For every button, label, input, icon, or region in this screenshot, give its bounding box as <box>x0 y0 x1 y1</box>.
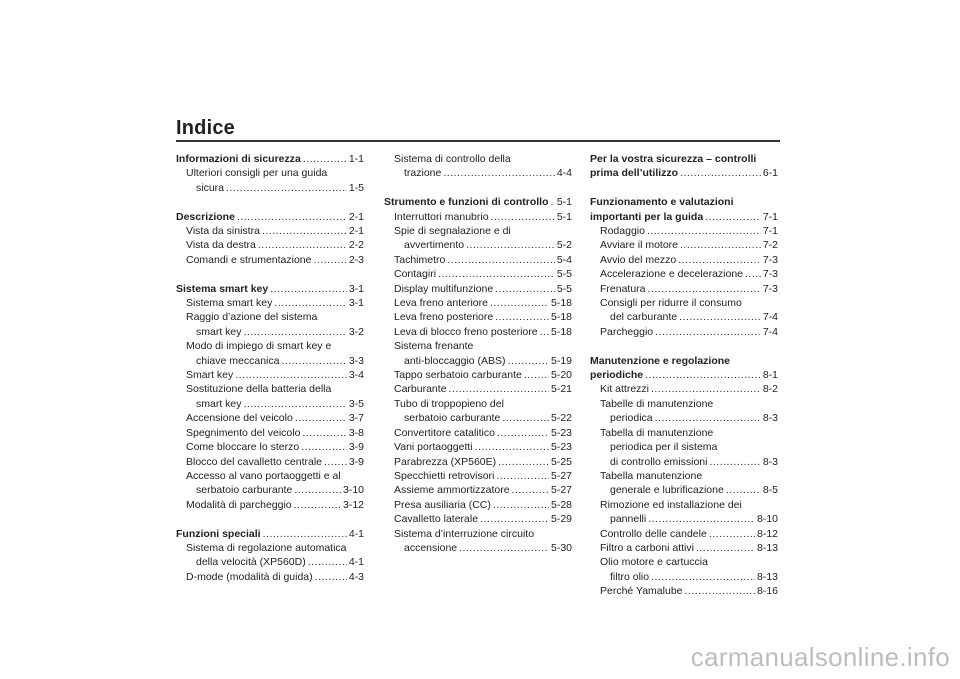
dot-leader <box>263 527 347 541</box>
dot-leader <box>315 570 347 584</box>
toc-section-entry[interactable] <box>176 210 364 224</box>
toc-entry-title: Accensione del veicolo <box>186 412 293 425</box>
dot-leader <box>262 224 347 238</box>
dot-leader <box>294 483 341 497</box>
toc-entry-title-line: Sistema frenante <box>394 340 474 353</box>
toc-entry-title: Parcheggio <box>600 325 654 338</box>
dot-leader <box>258 238 347 252</box>
toc-section-title-line: Per la vostra sicurezza – controlli <box>590 153 757 165</box>
toc-entry[interactable] <box>590 238 778 252</box>
toc-entry-title: Come bloccare lo sterzo <box>186 441 300 454</box>
toc-entry-title-line: Tabella di manutenzione <box>600 426 714 439</box>
dot-leader <box>438 267 555 281</box>
toc-entry-title: Sistema smart key <box>186 297 273 310</box>
toc-entry-title: Vista da destra <box>186 239 256 252</box>
toc-entry-title: generale e lubrificazione <box>610 484 724 497</box>
toc-entry-title: Rodaggio <box>600 225 645 238</box>
toc-entry-title: Parabrezza (XP560E) <box>394 455 497 468</box>
toc-entry-title: Funzioni speciali <box>176 527 261 540</box>
dot-leader <box>302 426 346 440</box>
toc-entry[interactable] <box>384 238 572 252</box>
toc-entry[interactable] <box>384 469 572 483</box>
toc-entry[interactable] <box>176 440 364 454</box>
toc-entry[interactable] <box>384 498 572 512</box>
watermark: carmanualsonline.info <box>690 642 950 672</box>
toc-entry-title: Specchietti retrovisori <box>394 469 495 482</box>
toc-entry-title: Perché Yamalube <box>600 585 683 598</box>
toc-entry[interactable] <box>384 210 572 224</box>
toc-entry-title: di controllo emissioni <box>610 455 708 468</box>
toc-entry-title: prima dell’utilizzo <box>590 167 679 180</box>
toc-entry-title-line: Spie di segnalazione e di <box>394 225 511 238</box>
toc-page-number: 8-13 <box>756 570 778 583</box>
toc-entry-title: Leva freno posteriore <box>394 311 494 324</box>
toc-entry-title: del carburante <box>610 311 678 324</box>
dot-leader <box>705 210 761 224</box>
toc-entry-title: Smart key <box>186 369 234 382</box>
toc-entry-title: Assieme ammortizzatore <box>394 484 510 497</box>
toc-page-number: 5-19 <box>550 354 572 367</box>
toc-entry-title: Display multifunzione <box>394 282 494 295</box>
dot-leader <box>497 426 549 440</box>
dot-leader <box>540 325 549 339</box>
dot-leader <box>226 181 347 195</box>
toc-page-number: 1-1 <box>348 153 364 165</box>
toc-entry-title: pannelli <box>610 513 647 526</box>
toc-page-number: 5-23 <box>550 426 572 439</box>
toc-entry[interactable] <box>384 296 572 310</box>
toc-page-number: 3-8 <box>348 426 364 439</box>
toc-entry-title: Filtro a carboni attivi <box>600 541 694 554</box>
toc-page-number: 7-3 <box>762 253 778 266</box>
toc-page-number: 3-4 <box>348 369 364 382</box>
toc-entry[interactable] <box>384 325 572 339</box>
toc-entry-title: periodica <box>610 412 653 425</box>
toc-entry-title: sicura <box>196 181 225 194</box>
toc-entry-title: anti-bloccaggio (ABS) <box>404 354 506 367</box>
toc-page-number: 2-1 <box>348 210 364 223</box>
toc-entry[interactable] <box>384 541 572 555</box>
section-gap <box>176 267 364 281</box>
dot-leader <box>709 455 760 469</box>
toc-page-number: 5-1 <box>556 196 572 209</box>
toc-entry[interactable] <box>176 411 364 425</box>
toc-entry-title: Descrizione <box>176 210 235 223</box>
toc-page-number: 5-18 <box>550 325 572 338</box>
dot-leader <box>301 440 347 454</box>
toc-page-number: 5-25 <box>550 455 572 468</box>
toc-entry-title-line: Sostituzione della batteria della <box>186 383 332 396</box>
toc-entry[interactable] <box>176 253 364 267</box>
toc-entry-title: Spegnimento del veicolo <box>186 426 301 439</box>
section-gap <box>590 339 778 353</box>
dot-leader <box>655 325 761 339</box>
dot-leader <box>294 498 341 512</box>
dot-leader <box>449 382 549 396</box>
toc-entry[interactable] <box>590 253 778 267</box>
toc-entry[interactable] <box>590 382 778 396</box>
dot-leader <box>679 310 761 324</box>
dot-leader <box>696 541 755 555</box>
dot-leader <box>237 210 347 224</box>
dot-leader <box>655 411 761 425</box>
toc-entry[interactable] <box>384 310 572 324</box>
toc-entry-title: della velocità (XP560D) <box>196 556 306 569</box>
dot-leader <box>508 354 549 368</box>
dot-leader <box>475 440 549 454</box>
toc-entry-title: importanti per la guida <box>590 210 704 223</box>
toc-entry[interactable] <box>590 282 778 296</box>
toc-entry-title: Informazioni di sicurezza <box>176 153 301 165</box>
toc-entry[interactable] <box>384 411 572 425</box>
toc-page-number: 4-3 <box>348 570 364 583</box>
toc-page-number: 7-3 <box>762 282 778 295</box>
section-gap <box>384 181 572 195</box>
toc-entry-title-line: periodica per il sistema <box>610 441 718 454</box>
toc-entry-title: Presa ausiliaria (CC) <box>394 498 491 511</box>
toc-page-number: 8-1 <box>762 369 778 382</box>
toc-entry[interactable] <box>176 555 364 569</box>
toc-entry[interactable] <box>590 455 778 469</box>
dot-leader <box>680 166 761 180</box>
dot-leader <box>308 555 347 569</box>
toc-entry[interactable] <box>590 584 778 598</box>
toc-page-number: 3-5 <box>348 397 364 410</box>
toc-page-number: 4-1 <box>348 527 364 540</box>
toc-page-number: 7-1 <box>762 210 778 223</box>
toc-entry-title-line: Ulteriori consigli per una guida <box>186 167 328 180</box>
toc-section-entry[interactable] <box>590 166 778 180</box>
toc-page-number: 8-3 <box>762 455 778 468</box>
toc-entry-title: Strumento e funzioni di controllo <box>384 196 549 209</box>
toc-entry-title: Blocco del cavalletto centrale <box>186 455 322 468</box>
toc-page-number: 5-27 <box>550 469 572 482</box>
toc-entry[interactable] <box>590 527 778 541</box>
toc-page-number: 6-1 <box>762 167 778 180</box>
toc-entry[interactable] <box>176 354 364 368</box>
toc-entry-title-line: Raggio d’azione del sistema <box>186 311 318 324</box>
toc-page-number: 2-2 <box>348 239 364 252</box>
toc-entry[interactable] <box>176 570 364 584</box>
toc-entry[interactable] <box>590 411 778 425</box>
toc-entry[interactable] <box>590 541 778 555</box>
toc-entry[interactable] <box>384 354 572 368</box>
toc-entry-title: Frenatura <box>600 282 646 295</box>
toc-page-number: 7-4 <box>762 311 778 324</box>
dot-leader <box>447 253 554 267</box>
toc-page-number: 2-1 <box>348 225 364 238</box>
toc-page-number: 5-20 <box>550 369 572 382</box>
toc-entry-title: Accelerazione e decelerazione <box>600 268 744 281</box>
toc-section-entry[interactable] <box>176 527 364 541</box>
toc-page-number: 8-2 <box>762 383 778 396</box>
dot-leader <box>498 455 549 469</box>
toc-section-title-line: Manutenzione e regolazione <box>590 354 731 367</box>
toc-entry-title: Avvio del mezzo <box>600 253 677 266</box>
toc-entry-title: smart key <box>196 325 242 338</box>
toc-entry[interactable] <box>176 455 364 469</box>
dot-leader <box>495 310 549 324</box>
dot-leader <box>324 455 347 469</box>
toc-entry[interactable] <box>384 166 572 180</box>
toc-entry-title-line: Sistema di controllo della <box>394 153 511 165</box>
dot-leader <box>480 512 549 526</box>
dot-leader <box>313 253 346 267</box>
toc-entry[interactable] <box>384 368 572 382</box>
dot-leader <box>551 195 555 209</box>
toc-entry[interactable] <box>384 382 572 396</box>
toc-page-number: 5-4 <box>556 253 572 266</box>
toc-column-1 <box>176 152 364 584</box>
toc-entry[interactable] <box>590 267 778 281</box>
toc-entry[interactable] <box>384 483 572 497</box>
dot-leader <box>281 354 346 368</box>
dot-leader <box>244 397 347 411</box>
toc-entry-title: serbatoio carburante <box>404 412 501 425</box>
toc-page-number: 3-2 <box>348 325 364 338</box>
toc-page-number: 8-13 <box>756 541 778 554</box>
toc-entry[interactable] <box>176 181 364 195</box>
toc-entry[interactable] <box>176 296 364 310</box>
dot-leader <box>502 411 549 425</box>
toc-page-number: 5-5 <box>556 268 572 281</box>
toc-page-number: 7-1 <box>762 225 778 238</box>
toc-entry-title-line: Sistema di regolazione automatica <box>186 541 347 554</box>
toc-entry[interactable] <box>384 282 572 296</box>
toc-entry-title: Kit attrezzi <box>600 383 650 396</box>
toc-entry[interactable] <box>176 483 364 497</box>
toc-entry[interactable] <box>384 455 572 469</box>
toc-entry-title: Convertitore catalitico <box>394 426 495 439</box>
toc-entry-title: Vani portaoggetti <box>394 441 473 454</box>
toc-page-number: 8-12 <box>756 527 778 540</box>
toc-entry-title: serbatoio carburante <box>196 484 293 497</box>
toc-page-number: 3-1 <box>348 282 364 295</box>
dot-leader <box>651 382 761 396</box>
toc-section-entry[interactable] <box>590 210 778 224</box>
toc-column-2 <box>384 152 572 555</box>
toc-entry[interactable] <box>590 570 778 584</box>
toc-page-number: 8-16 <box>756 585 778 598</box>
section-gap <box>176 512 364 526</box>
toc-entry[interactable] <box>176 397 364 411</box>
toc-page-number: 5-27 <box>550 484 572 497</box>
toc-entry[interactable] <box>176 368 364 382</box>
toc-entry-title: trazione <box>404 167 442 180</box>
dot-leader <box>466 238 555 252</box>
dot-leader <box>490 296 549 310</box>
toc-entry-title: smart key <box>196 397 242 410</box>
dot-leader <box>648 512 755 526</box>
dot-leader <box>678 253 761 267</box>
toc-entry[interactable] <box>384 440 572 454</box>
toc-entry[interactable] <box>176 325 364 339</box>
dot-leader <box>459 541 549 555</box>
toc-page-number: 5-5 <box>556 282 572 295</box>
toc-page-number: 5-23 <box>550 441 572 454</box>
toc-page-number: 3-9 <box>348 455 364 468</box>
dot-leader <box>685 584 755 598</box>
toc-entry[interactable] <box>590 325 778 339</box>
toc-entry-title: Carburante <box>394 383 447 396</box>
dot-leader <box>645 368 761 382</box>
dot-leader <box>303 152 347 166</box>
dot-leader <box>244 325 347 339</box>
toc-section-entry[interactable] <box>590 368 778 382</box>
toc-page-number: 3-7 <box>348 412 364 425</box>
toc-entry-title-line: Rimozione ed installazione dei <box>600 498 742 511</box>
toc-column-3 <box>590 152 778 599</box>
toc-entry-title: accensione <box>404 541 458 554</box>
toc-section-title-line: Funzionamento e valutazioni <box>590 196 734 209</box>
dot-leader <box>647 224 761 238</box>
toc-entry-title-line: Modo di impiego di smart key e <box>186 340 332 353</box>
toc-entry-title: Interruttori manubrio <box>394 210 489 223</box>
toc-entry[interactable] <box>384 253 572 267</box>
toc-entry-title: D-mode (modalità di guida) <box>186 570 313 583</box>
toc-page-number: 3-1 <box>348 297 364 310</box>
toc-page-number: 5-18 <box>550 311 572 324</box>
toc-page-number: 5-22 <box>550 412 572 425</box>
dot-leader <box>496 469 549 483</box>
toc-entry-title: Vista da sinistra <box>186 225 260 238</box>
toc-page-number: 5-18 <box>550 297 572 310</box>
toc-page-number: 5-1 <box>556 210 572 223</box>
toc-entry-title: Tachimetro <box>394 253 446 266</box>
dot-leader <box>491 210 555 224</box>
toc-entry-title: Sistema smart key <box>176 282 269 295</box>
toc-entry[interactable] <box>176 426 364 440</box>
toc-entry-title: Leva freno anteriore <box>394 297 488 310</box>
toc-entry-title: Contagiri <box>394 268 437 281</box>
toc-entry-title-line: Olio motore e cartuccia <box>600 556 708 569</box>
toc-page-number: 2-3 <box>348 253 364 266</box>
toc-page-number: 3-9 <box>348 441 364 454</box>
toc-entry[interactable] <box>384 267 572 281</box>
toc-entry-title-line: Tubo di troppopieno del <box>394 397 504 410</box>
toc-entry[interactable] <box>384 426 572 440</box>
toc-page-number: 5-28 <box>550 498 572 511</box>
dot-leader <box>274 296 346 310</box>
toc-page-number: 4-4 <box>556 167 572 180</box>
toc-section-entry[interactable] <box>176 152 364 166</box>
toc-page-number: 7-2 <box>762 239 778 252</box>
toc-entry-title: avvertimento <box>404 239 465 252</box>
page-title: Indice <box>176 117 235 139</box>
toc-entry-title-line: Consigli per ridurre il consumo <box>600 297 742 310</box>
toc-entry-title: Tappo serbatoio carburante <box>394 369 522 382</box>
dot-leader <box>235 368 347 382</box>
dot-leader <box>648 282 761 296</box>
dot-leader <box>651 570 755 584</box>
toc-page-number: 1-5 <box>348 181 364 194</box>
toc-entry-title-line: Tabelle di manutenzione <box>600 397 714 410</box>
toc-entry-title-line: Tabella manutenzione <box>600 469 703 482</box>
toc-section-entry[interactable] <box>384 195 572 209</box>
dot-leader <box>495 282 555 296</box>
toc-entry-title-line: Accesso al vano portaoggetti e al <box>186 469 341 482</box>
dot-leader <box>443 166 554 180</box>
toc-entry[interactable] <box>590 483 778 497</box>
dot-leader <box>680 238 761 252</box>
toc-entry[interactable] <box>176 498 364 512</box>
title-rule <box>176 140 780 142</box>
toc-entry-title: Cavalletto laterale <box>394 513 479 526</box>
toc-entry[interactable] <box>590 310 778 324</box>
dot-leader <box>524 368 549 382</box>
toc-page-number: 8-3 <box>762 412 778 425</box>
section-gap <box>176 195 364 209</box>
toc-entry-title: filtro olio <box>610 570 650 583</box>
toc-page-number: 4-1 <box>348 556 364 569</box>
toc-page-number: 5-29 <box>550 513 572 526</box>
toc-entry-title: Comandi e strumentazione <box>186 253 312 266</box>
toc-entry[interactable] <box>176 238 364 252</box>
toc-entry-title: Modalità di parcheggio <box>186 498 292 511</box>
toc-page-number: 5-30 <box>550 541 572 554</box>
toc-page-number: 8-5 <box>762 484 778 497</box>
dot-leader <box>270 282 347 296</box>
toc-page-number: 8-10 <box>756 513 778 526</box>
toc-page-number: 7-3 <box>762 268 778 281</box>
dot-leader <box>512 483 549 497</box>
section-gap <box>590 181 778 195</box>
toc-entry[interactable] <box>590 224 778 238</box>
toc-entry[interactable] <box>590 512 778 526</box>
toc-entry-title: Leva di blocco freno posteriore <box>394 325 538 338</box>
dot-leader <box>295 411 347 425</box>
dot-leader <box>709 527 755 541</box>
toc-entry[interactable] <box>384 512 572 526</box>
toc-entry-title: Avviare il motore <box>600 239 679 252</box>
toc-entry-title: chiave meccanica <box>196 354 280 367</box>
toc-page-number: 5-21 <box>550 383 572 396</box>
toc-page-number: 7-4 <box>762 325 778 338</box>
dot-leader <box>745 267 761 281</box>
toc-entry[interactable] <box>176 224 364 238</box>
dot-leader <box>726 483 761 497</box>
toc-section-entry[interactable] <box>176 282 364 296</box>
toc-entry-title: periodiche <box>590 369 644 382</box>
toc-page-number: 3-3 <box>348 354 364 367</box>
toc-page-number: 3-12 <box>342 498 364 511</box>
toc-page-number: 3-10 <box>342 484 364 497</box>
toc-entry-title-line: Sistema d’interruzione circuito <box>394 527 535 540</box>
toc-page-number: 5-2 <box>556 239 572 252</box>
dot-leader <box>493 498 549 512</box>
toc-entry-title: Controllo delle candele <box>600 527 707 540</box>
